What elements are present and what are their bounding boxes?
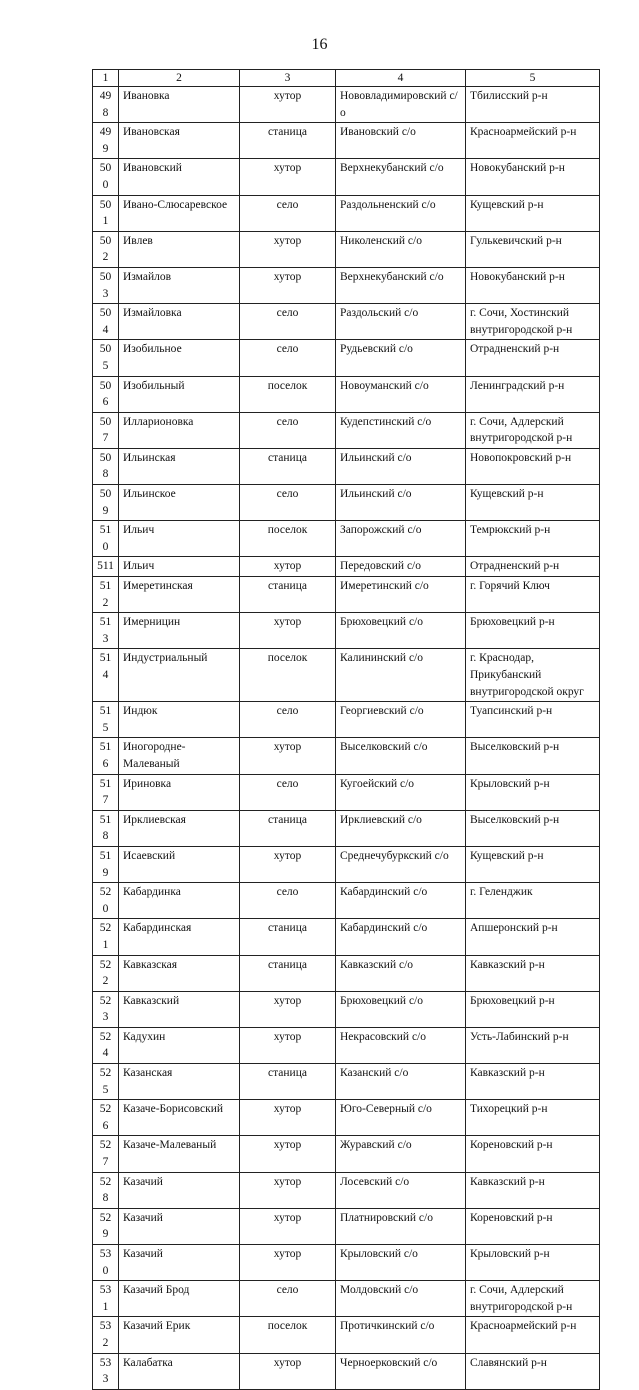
settlement-name-cell: Ивановский bbox=[119, 159, 240, 195]
municipal-district-cell: г. Горячий Ключ bbox=[466, 577, 600, 613]
settlement-type-cell: поселок bbox=[240, 649, 336, 702]
table-row bbox=[93, 340, 600, 376]
rural-district-cell: Среднечубуркский с/о bbox=[336, 846, 466, 882]
settlement-name-cell: Ильинское bbox=[119, 485, 240, 521]
municipal-district-cell: Кущевский р-н bbox=[466, 485, 600, 521]
settlement-type-cell: станица bbox=[240, 955, 336, 991]
table-row bbox=[93, 649, 600, 702]
table-row bbox=[93, 1136, 600, 1172]
settlement-type-cell: хутор bbox=[240, 557, 336, 577]
rural-district-cell: Черноерковский с/о bbox=[336, 1353, 466, 1389]
settlement-type-cell: село bbox=[240, 774, 336, 810]
settlement-name-cell: Измайловка bbox=[119, 304, 240, 340]
rural-district-cell: Ирклиевский с/о bbox=[336, 810, 466, 846]
table-row bbox=[93, 883, 600, 919]
settlement-name-cell: Ивановка bbox=[119, 87, 240, 123]
table-row bbox=[93, 231, 600, 267]
municipal-district-cell: Ленинградский р-н bbox=[466, 376, 600, 412]
row-number-cell: 524 bbox=[93, 1027, 119, 1063]
rural-district-cell: Георгиевский с/о bbox=[336, 702, 466, 738]
column-header: 3 bbox=[240, 70, 336, 87]
settlement-type-cell: хутор bbox=[240, 1027, 336, 1063]
settlement-name-cell: Калабатка bbox=[119, 1353, 240, 1389]
row-number-cell: 507 bbox=[93, 412, 119, 448]
rural-district-cell: Брюховецкий с/о bbox=[336, 991, 466, 1027]
rural-district-cell: Ивановский с/о bbox=[336, 123, 466, 159]
settlement-name-cell: Кабардинская bbox=[119, 919, 240, 955]
row-number-cell: 509 bbox=[93, 485, 119, 521]
municipal-district-cell: г. Сочи, Адлерский внутригородской р-н bbox=[466, 1281, 600, 1317]
rural-district-cell: Имеретинский с/о bbox=[336, 577, 466, 613]
settlement-name-cell: Казаче-Малеваный bbox=[119, 1136, 240, 1172]
municipal-district-cell: Новокубанский р-н bbox=[466, 159, 600, 195]
row-number-cell: 531 bbox=[93, 1281, 119, 1317]
row-number-cell: 510 bbox=[93, 521, 119, 557]
row-number-cell: 528 bbox=[93, 1172, 119, 1208]
settlement-name-cell: Кавказский bbox=[119, 991, 240, 1027]
municipal-district-cell: Апшеронский р-н bbox=[466, 919, 600, 955]
table-row bbox=[93, 123, 600, 159]
rural-district-cell: Раздольненский с/о bbox=[336, 195, 466, 231]
column-header: 5 bbox=[466, 70, 600, 87]
settlement-name-cell: Измайлов bbox=[119, 267, 240, 303]
rural-district-cell: Новоуманский с/о bbox=[336, 376, 466, 412]
settlement-type-cell: хутор bbox=[240, 1208, 336, 1244]
table-row bbox=[93, 846, 600, 882]
settlement-type-cell: станица bbox=[240, 448, 336, 484]
table-row bbox=[93, 702, 600, 738]
rural-district-cell: Нововладимировский с/о bbox=[336, 87, 466, 123]
settlement-name-cell: Илларионовка bbox=[119, 412, 240, 448]
settlement-type-cell: хутор bbox=[240, 1136, 336, 1172]
table-row bbox=[93, 1353, 600, 1389]
table-row bbox=[93, 1064, 600, 1100]
settlement-type-cell: поселок bbox=[240, 521, 336, 557]
municipal-district-cell: Отрадненский р-н bbox=[466, 557, 600, 577]
row-number-cell: 516 bbox=[93, 738, 119, 774]
settlement-type-cell: хутор bbox=[240, 1172, 336, 1208]
column-header: 4 bbox=[336, 70, 466, 87]
table-row bbox=[93, 159, 600, 195]
municipal-district-cell: Гулькевичский р-н bbox=[466, 231, 600, 267]
settlement-type-cell: село bbox=[240, 883, 336, 919]
municipal-district-cell: Тбилисский р-н bbox=[466, 87, 600, 123]
table-row bbox=[93, 448, 600, 484]
row-number-cell: 503 bbox=[93, 267, 119, 303]
settlement-type-cell: станица bbox=[240, 577, 336, 613]
municipal-district-cell: Брюховецкий р-н bbox=[466, 991, 600, 1027]
table-row bbox=[93, 304, 600, 340]
row-number-cell: 498 bbox=[93, 87, 119, 123]
settlement-name-cell: Имерницин bbox=[119, 613, 240, 649]
table-row bbox=[93, 919, 600, 955]
table-row bbox=[93, 991, 600, 1027]
settlement-type-cell: село bbox=[240, 1281, 336, 1317]
table-row bbox=[93, 955, 600, 991]
settlement-type-cell: село bbox=[240, 412, 336, 448]
row-number-cell: 521 bbox=[93, 919, 119, 955]
table-row bbox=[93, 613, 600, 649]
rural-district-cell: Кабардинский с/о bbox=[336, 883, 466, 919]
settlement-table bbox=[92, 69, 600, 1390]
row-number-cell: 505 bbox=[93, 340, 119, 376]
table-row bbox=[93, 1245, 600, 1281]
settlement-type-cell: поселок bbox=[240, 376, 336, 412]
table-row bbox=[93, 577, 600, 613]
table-row bbox=[93, 1317, 600, 1353]
row-number-cell: 504 bbox=[93, 304, 119, 340]
settlement-name-cell: Ивлев bbox=[119, 231, 240, 267]
municipal-district-cell: Темрюкский р-н bbox=[466, 521, 600, 557]
settlement-type-cell: хутор bbox=[240, 1100, 336, 1136]
municipal-district-cell: Брюховецкий р-н bbox=[466, 613, 600, 649]
settlement-type-cell: станица bbox=[240, 123, 336, 159]
table-row bbox=[93, 810, 600, 846]
settlement-name-cell: Ивано-Слюсаревское bbox=[119, 195, 240, 231]
settlement-name-cell: Изобильный bbox=[119, 376, 240, 412]
rural-district-cell: Платнировский с/о bbox=[336, 1208, 466, 1244]
rural-district-cell: Молдовский с/о bbox=[336, 1281, 466, 1317]
row-number-cell: 529 bbox=[93, 1208, 119, 1244]
row-number-cell: 502 bbox=[93, 231, 119, 267]
rural-district-cell: Брюховецкий с/о bbox=[336, 613, 466, 649]
settlement-name-cell: Ивановская bbox=[119, 123, 240, 159]
row-number-cell: 518 bbox=[93, 810, 119, 846]
municipal-district-cell: г. Геленджик bbox=[466, 883, 600, 919]
row-number-cell: 517 bbox=[93, 774, 119, 810]
settlement-name-cell: Ильич bbox=[119, 557, 240, 577]
municipal-district-cell: Красноармейский р-н bbox=[466, 123, 600, 159]
municipal-district-cell: Новокубанский р-н bbox=[466, 267, 600, 303]
rural-district-cell: Кабардинский с/о bbox=[336, 919, 466, 955]
rural-district-cell: Николенский с/о bbox=[336, 231, 466, 267]
settlement-name-cell: Изобильное bbox=[119, 340, 240, 376]
rural-district-cell: Протичкинский с/о bbox=[336, 1317, 466, 1353]
rural-district-cell: Юго-Северный с/о bbox=[336, 1100, 466, 1136]
rural-district-cell: Рудьевский с/о bbox=[336, 340, 466, 376]
settlement-name-cell: Ильич bbox=[119, 521, 240, 557]
municipal-district-cell: Кавказский р-н bbox=[466, 955, 600, 991]
row-number-cell: 520 bbox=[93, 883, 119, 919]
rural-district-cell: Кудепстинский с/о bbox=[336, 412, 466, 448]
row-number-cell: 511 bbox=[93, 557, 119, 577]
rural-district-cell: Верхнекубанский с/о bbox=[336, 267, 466, 303]
rural-district-cell: Кугоейский с/о bbox=[336, 774, 466, 810]
rural-district-cell: Выселковский с/о bbox=[336, 738, 466, 774]
table-row bbox=[93, 521, 600, 557]
row-number-cell: 501 bbox=[93, 195, 119, 231]
table-row bbox=[93, 1281, 600, 1317]
municipal-district-cell: Новопокровский р-н bbox=[466, 448, 600, 484]
settlement-type-cell: хутор bbox=[240, 267, 336, 303]
municipal-district-cell: Кущевский р-н bbox=[466, 846, 600, 882]
settlement-type-cell: хутор bbox=[240, 159, 336, 195]
settlement-type-cell: село bbox=[240, 340, 336, 376]
row-number-cell: 514 bbox=[93, 649, 119, 702]
municipal-district-cell: г. Сочи, Хостинский внутригородской р-н bbox=[466, 304, 600, 340]
municipal-district-cell: Выселковский р-н bbox=[466, 738, 600, 774]
row-number-cell: 512 bbox=[93, 577, 119, 613]
rural-district-cell: Некрасовский с/о bbox=[336, 1027, 466, 1063]
row-number-cell: 506 bbox=[93, 376, 119, 412]
table-row bbox=[93, 376, 600, 412]
municipal-district-cell: Отрадненский р-н bbox=[466, 340, 600, 376]
row-number-cell: 508 bbox=[93, 448, 119, 484]
settlement-name-cell: Кавказская bbox=[119, 955, 240, 991]
table-row bbox=[93, 87, 600, 123]
settlement-type-cell: хутор bbox=[240, 231, 336, 267]
settlement-type-cell: хутор bbox=[240, 87, 336, 123]
column-header: 1 bbox=[93, 70, 119, 87]
municipal-district-cell: Кущевский р-н bbox=[466, 195, 600, 231]
row-number-cell: 525 bbox=[93, 1064, 119, 1100]
settlement-type-cell: хутор bbox=[240, 738, 336, 774]
settlement-name-cell: Исаевский bbox=[119, 846, 240, 882]
row-number-cell: 532 bbox=[93, 1317, 119, 1353]
row-number-cell: 522 bbox=[93, 955, 119, 991]
rural-district-cell: Ильинский с/о bbox=[336, 485, 466, 521]
rural-district-cell: Ильинский с/о bbox=[336, 448, 466, 484]
settlement-name-cell: Иногородне-Малеваный bbox=[119, 738, 240, 774]
settlement-type-cell: хутор bbox=[240, 613, 336, 649]
table-row bbox=[93, 1208, 600, 1244]
settlement-type-cell: хутор bbox=[240, 1245, 336, 1281]
municipal-district-cell: Выселковский р-н bbox=[466, 810, 600, 846]
municipal-district-cell: Кореновский р-н bbox=[466, 1208, 600, 1244]
column-header: 2 bbox=[119, 70, 240, 87]
settlement-name-cell: Казачий bbox=[119, 1172, 240, 1208]
rural-district-cell: Калининский с/о bbox=[336, 649, 466, 702]
rural-district-cell: Верхнекубанский с/о bbox=[336, 159, 466, 195]
settlement-type-cell: село bbox=[240, 702, 336, 738]
settlement-type-cell: село bbox=[240, 304, 336, 340]
settlement-type-cell: хутор bbox=[240, 991, 336, 1027]
settlement-name-cell: Ирклиевская bbox=[119, 810, 240, 846]
municipal-district-cell: г. Краснодар, Прикубанский внутригородской округ bbox=[466, 649, 600, 702]
settlement-name-cell: Казанская bbox=[119, 1064, 240, 1100]
settlement-type-cell: поселок bbox=[240, 1317, 336, 1353]
row-number-cell: 519 bbox=[93, 846, 119, 882]
rural-district-cell: Раздольский с/о bbox=[336, 304, 466, 340]
settlement-type-cell: станица bbox=[240, 919, 336, 955]
settlement-type-cell: село bbox=[240, 485, 336, 521]
settlement-name-cell: Ириновка bbox=[119, 774, 240, 810]
settlement-name-cell: Казачий Брод bbox=[119, 1281, 240, 1317]
page-number: 16 bbox=[311, 36, 328, 53]
municipal-district-cell: Крыловский р-н bbox=[466, 774, 600, 810]
settlement-name-cell: Кадухин bbox=[119, 1027, 240, 1063]
settlement-name-cell: Кабардинка bbox=[119, 883, 240, 919]
table-row bbox=[93, 1100, 600, 1136]
municipal-district-cell: Тихорецкий р-н bbox=[466, 1100, 600, 1136]
row-number-cell: 527 bbox=[93, 1136, 119, 1172]
municipal-district-cell: Усть-Лабинский р-н bbox=[466, 1027, 600, 1063]
table-row bbox=[93, 1172, 600, 1208]
row-number-cell: 526 bbox=[93, 1100, 119, 1136]
settlement-type-cell: село bbox=[240, 195, 336, 231]
settlement-type-cell: хутор bbox=[240, 846, 336, 882]
settlement-name-cell: Ильинская bbox=[119, 448, 240, 484]
table-row bbox=[93, 774, 600, 810]
rural-district-cell: Лосевский с/о bbox=[336, 1172, 466, 1208]
table-row bbox=[93, 195, 600, 231]
settlement-name-cell: Индюк bbox=[119, 702, 240, 738]
settlement-name-cell: Имеретинская bbox=[119, 577, 240, 613]
municipal-district-cell: Крыловский р-н bbox=[466, 1245, 600, 1281]
municipal-district-cell: Туапсинский р-н bbox=[466, 702, 600, 738]
row-number-cell: 513 bbox=[93, 613, 119, 649]
row-number-cell: 499 bbox=[93, 123, 119, 159]
table-row bbox=[93, 267, 600, 303]
municipal-district-cell: Славянский р-н bbox=[466, 1353, 600, 1389]
rural-district-cell: Передовский с/о bbox=[336, 557, 466, 577]
row-number-cell: 500 bbox=[93, 159, 119, 195]
rural-district-cell: Запорожский с/о bbox=[336, 521, 466, 557]
table-row bbox=[93, 557, 600, 577]
row-number-cell: 533 bbox=[93, 1353, 119, 1389]
rural-district-cell: Казанский с/о bbox=[336, 1064, 466, 1100]
settlement-name-cell: Индустриальный bbox=[119, 649, 240, 702]
settlement-type-cell: хутор bbox=[240, 1353, 336, 1389]
rural-district-cell: Крыловский с/о bbox=[336, 1245, 466, 1281]
settlement-name-cell: Казаче-Борисовский bbox=[119, 1100, 240, 1136]
table-header-row bbox=[93, 70, 600, 87]
row-number-cell: 523 bbox=[93, 991, 119, 1027]
table-row bbox=[93, 1027, 600, 1063]
settlement-type-cell: станица bbox=[240, 1064, 336, 1100]
table-row bbox=[93, 412, 600, 448]
table-row bbox=[93, 485, 600, 521]
municipal-district-cell: Кореновский р-н bbox=[466, 1136, 600, 1172]
municipal-district-cell: г. Сочи, Адлерский внутригородской р-н bbox=[466, 412, 600, 448]
rural-district-cell: Журавский с/о bbox=[336, 1136, 466, 1172]
municipal-district-cell: Кавказский р-н bbox=[466, 1064, 600, 1100]
rural-district-cell: Кавказский с/о bbox=[336, 955, 466, 991]
settlement-name-cell: Казачий Ерик bbox=[119, 1317, 240, 1353]
municipal-district-cell: Кавказский р-н bbox=[466, 1172, 600, 1208]
settlement-type-cell: станица bbox=[240, 810, 336, 846]
settlement-name-cell: Казачий bbox=[119, 1245, 240, 1281]
table-row bbox=[93, 738, 600, 774]
row-number-cell: 515 bbox=[93, 702, 119, 738]
settlement-name-cell: Казачий bbox=[119, 1208, 240, 1244]
municipal-district-cell: Красноармейский р-н bbox=[466, 1317, 600, 1353]
row-number-cell: 530 bbox=[93, 1245, 119, 1281]
